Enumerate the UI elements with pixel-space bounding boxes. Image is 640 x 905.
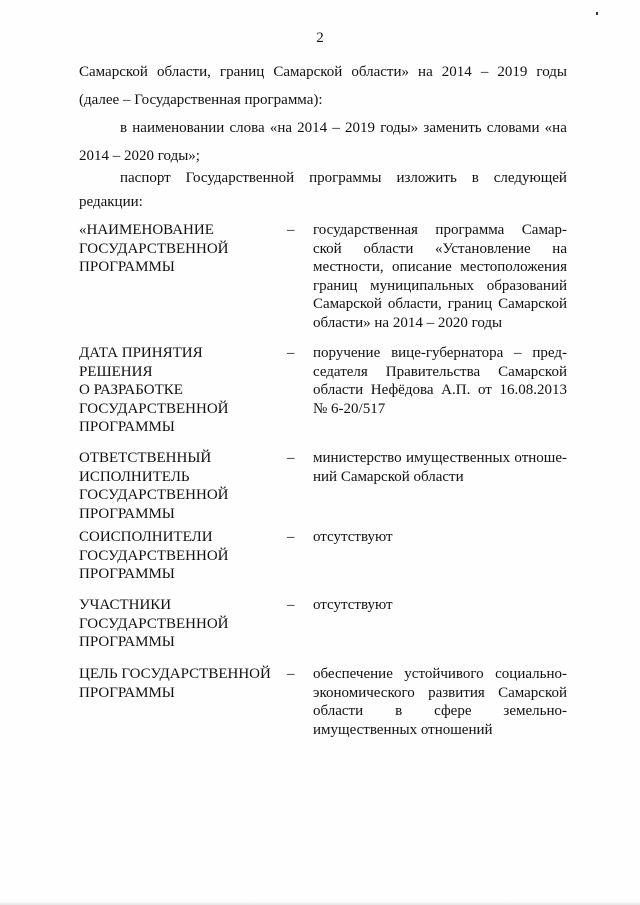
word: – — [480, 64, 489, 80]
intro-line-4: 2014 – 2020 годы»; — [79, 148, 200, 164]
word: наименовании — [132, 120, 225, 136]
label-line: ПРОГРАММЫ — [79, 505, 175, 522]
label-line: ИСПОЛНИТЕЛЬ — [79, 468, 190, 485]
passport-row-label — [79, 344, 284, 437]
value-line: ний Самарской области — [313, 468, 464, 485]
word: 2014 — [297, 120, 328, 136]
word: области, — [156, 64, 211, 80]
word: 2014 — [441, 64, 472, 80]
label-line: ОТВЕТСТВЕННЫЙ — [79, 450, 212, 466]
word: на — [418, 64, 433, 80]
word: в — [120, 120, 128, 136]
passport-row-label — [79, 449, 284, 523]
label-line: ПРОГРАММЫ — [79, 684, 175, 701]
word: в — [471, 170, 479, 186]
word: годы» — [380, 120, 419, 136]
word: области» — [351, 64, 409, 80]
value-line: поручение вице-губернатора – пред- — [313, 345, 567, 361]
word: – — [332, 120, 340, 136]
page-number: 2 — [316, 30, 324, 46]
label-line: ДАТА ПРИНЯТИЯ — [79, 345, 203, 361]
word: «на — [544, 120, 567, 136]
label-line: ПРОГРАММЫ — [79, 566, 175, 582]
value-line: обеспечение устойчивого социально- — [313, 666, 567, 682]
passport-row-value — [313, 528, 567, 547]
value-line: экономического развития Самарской — [313, 684, 567, 701]
passport-row-value — [313, 344, 567, 418]
word: словами — [486, 120, 540, 136]
intro-line-3 — [120, 118, 567, 138]
label-line: ГОСУДАРСТВЕННОЙ — [79, 240, 229, 257]
label-line: ГОСУДАРСТВЕННОЙ — [79, 615, 229, 632]
intro-line-6: редакции: — [79, 194, 143, 210]
word: 2019 — [345, 120, 376, 136]
word: слова — [229, 120, 265, 136]
word: границ — [219, 64, 265, 80]
label-line: ГОСУДАРСТВЕННОЙ — [79, 400, 229, 417]
passport-row-dash: – — [287, 529, 295, 545]
label-line: ПРОГРАММЫ — [79, 419, 175, 435]
intro-line-2: (далее – Государственная программа): — [79, 92, 323, 108]
passport-row-dash: – — [287, 450, 295, 466]
word: программы — [309, 170, 382, 186]
passport-row-dash: – — [287, 222, 295, 238]
page-edge — [0, 901, 640, 905]
label-line: ГОСУДАРСТВЕННОЙ — [79, 547, 229, 564]
label-line: ПРОГРАММЫ — [79, 259, 175, 275]
intro-line-5 — [120, 168, 567, 188]
intro-line-1 — [79, 62, 567, 82]
label-line: ЦЕЛЬ ГОСУДАРСТВЕННОЙ — [79, 666, 271, 682]
value-line: местности, описание местоположения — [313, 259, 567, 275]
value-line: Самарской области, границ Самарской — [313, 296, 567, 312]
word: годы — [536, 64, 567, 80]
value-line: седателя Правительства Самарской — [313, 363, 567, 380]
value-line: государственная программа Самар- — [313, 222, 567, 238]
label-line: ГОСУДАРСТВЕННОЙ — [79, 487, 229, 503]
word: Государственной — [185, 170, 295, 186]
passport-row-dash: – — [287, 666, 295, 682]
label-line: О РАЗРАБОТКЕ — [79, 382, 183, 398]
passport-row-label — [79, 221, 284, 277]
value-line: № 6-20/517 — [313, 400, 386, 417]
word: Самарской — [273, 64, 343, 80]
label-line: РЕШЕНИЯ — [79, 363, 153, 380]
value-line: имущественных отношений — [313, 721, 493, 738]
value-line: области» на 2014 – 2020 годы — [313, 314, 503, 331]
passport-row-value — [313, 596, 567, 615]
passport-row-label — [79, 528, 284, 584]
passport-row-value — [313, 221, 567, 332]
word: следующей — [493, 170, 567, 186]
word: паспорт — [120, 170, 171, 186]
value-line: отсутствуют — [313, 529, 393, 545]
word: Самарской — [79, 64, 148, 80]
value-line: области Нефёдова А.П. от 16.08.2013 — [313, 382, 567, 398]
label-line: ПРОГРАММЫ — [79, 634, 175, 650]
value-line: отсутствуют — [313, 597, 393, 613]
passport-row-value — [313, 665, 567, 739]
value-line: области в сфере земельно- — [313, 703, 567, 719]
value-line: министерство имущественных отноше- — [313, 450, 567, 466]
word: 2019 — [497, 64, 528, 80]
passport-row-value — [313, 449, 567, 486]
value-line: ской области «Установление на — [313, 240, 567, 257]
word: изложить — [396, 170, 457, 186]
passport-row-label — [79, 665, 284, 702]
passport-row-dash: – — [287, 345, 295, 361]
label-line: УЧАСТНИКИ — [79, 597, 172, 613]
passport-row-label — [79, 596, 284, 652]
word: «на — [269, 120, 292, 136]
scan-mark — [596, 12, 598, 15]
word: заменить — [423, 120, 482, 136]
passport-row-dash: – — [287, 597, 295, 613]
label-line: СОИСПОЛНИТЕЛИ — [79, 529, 213, 545]
label-line: «НАИМЕНОВАНИЕ — [79, 222, 214, 238]
value-line: границ муниципальных образований — [313, 277, 567, 294]
